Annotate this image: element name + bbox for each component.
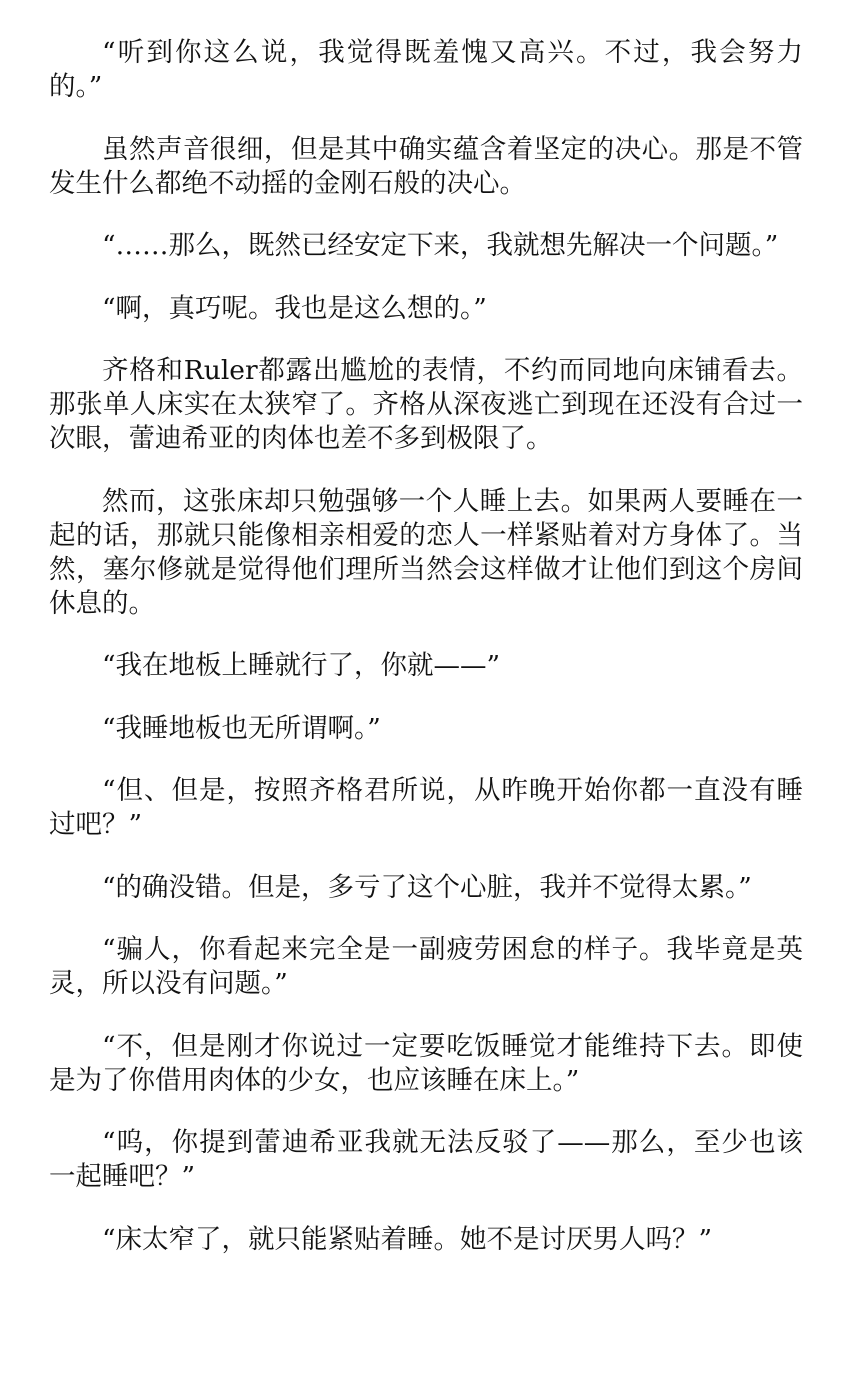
paragraph: “呜，你提到蕾迪希亚我就无法反驳了——那么，至少也该一起睡吧？” bbox=[49, 1127, 803, 1192]
paragraph: “骗人，你看起来完全是一副疲劳困怠的样子。我毕竟是英灵，所以没有问题。” bbox=[49, 934, 803, 999]
paragraph: “……那么，既然已经安定下来，我就想先解决一个问题。” bbox=[102, 230, 779, 261]
paragraph: “的确没错。但是，多亏了这个心脏，我并不觉得太累。” bbox=[102, 871, 752, 903]
paragraph: 虽然声音很细，但是其中确实蕴含着坚定的决心。那是不管发生什么都绝不动摇的金刚石般的决心。 bbox=[49, 133, 803, 199]
paragraph: “听到你这么说，我觉得既羞愧又高兴。不过，我会努力的。” bbox=[49, 37, 803, 102]
paragraph: “啊，真巧呢。我也是这么想的。” bbox=[102, 292, 487, 324]
paragraph: 然而，这张床却只勉强够一个人睡上去。如果两人要睡在一起的话，那就只能像相亲相爱的恋人一样紧贴着对方身体了。当然，塞尔修就是觉得他们理所当然会这样做才让他们到这个房间休息的。 bbox=[49, 485, 803, 619]
paragraph: “我睡地板也无所谓啊。” bbox=[102, 712, 381, 744]
paragraph: 齐格和Ruler都露出尴尬的表情，不约而同地向床铺看去。那张单人床实在太狭窄了。齐格从深夜逃亡到现在还没有合过一次眼，蕾迪希亚的肉体也差不多到极限了。 bbox=[49, 355, 803, 454]
document-page bbox=[49, 36, 803, 1285]
paragraph: “但、但是，按照齐格君所说，从昨晚开始你都一直没有睡过吧？” bbox=[49, 775, 803, 840]
paragraph: “我在地板上睡就行了，你就——” bbox=[102, 650, 501, 681]
paragraph: “不，但是刚才你说过一定要吃饭睡觉才能维持下去。即使是为了你借用肉体的少女，也应该睡在床上。” bbox=[49, 1030, 803, 1096]
paragraph: “床太窄了，就只能紧贴着睡。她不是讨厌男人吗？” bbox=[102, 1223, 713, 1255]
